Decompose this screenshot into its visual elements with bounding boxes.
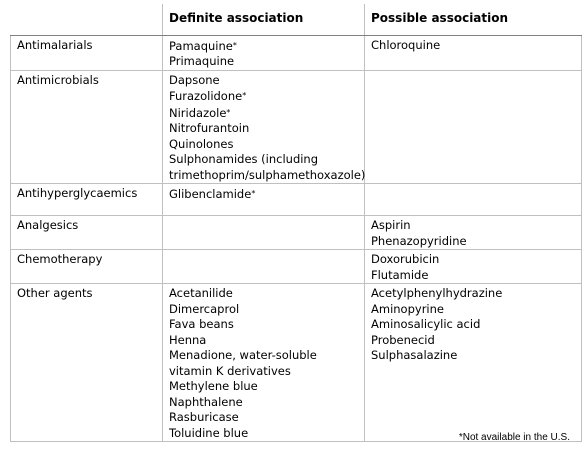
drug-name: Rasburicase <box>169 410 239 424</box>
drug-name: Furazolidone* <box>169 89 247 103</box>
drug-name: Aminosalicylic acid <box>371 317 481 331</box>
drug-name: Sulphonamides (including <box>169 152 319 166</box>
definite-association-cell <box>163 250 365 284</box>
definite-association-cell <box>163 70 365 184</box>
drug-name: trimethoprim/sulphamethoxazole) <box>169 167 366 182</box>
header-row <box>11 4 582 35</box>
category-cell: Antihyperglycaemics <box>11 184 163 216</box>
footnote: *Not available in the U.S. <box>458 432 570 443</box>
definite-association-cell <box>163 184 365 216</box>
category-cell: Other agents <box>11 284 163 442</box>
drug-name: Phenazopyridine <box>371 233 467 248</box>
table-row <box>11 184 582 216</box>
drug-name: Henna <box>169 332 207 347</box>
header-possible-association: Possible association <box>365 4 582 35</box>
drug-name: Chloroquine <box>371 37 441 52</box>
drug-name: Flutamide <box>371 267 429 282</box>
table-row <box>11 284 582 442</box>
table-row <box>11 216 582 250</box>
definite-association-cell <box>163 284 365 442</box>
drug-name: Aspirin <box>371 218 411 232</box>
drug-name: Pamaquine* <box>169 38 237 53</box>
possible-association-cell <box>365 284 582 442</box>
drug-name: Acetylphenylhydrazine <box>371 286 503 300</box>
drug-association-table <box>10 4 582 442</box>
asterisk-marker: * <box>232 40 237 50</box>
drug-name: Niridazole* <box>169 105 231 120</box>
category-cell: Antimalarials <box>11 35 163 70</box>
drug-name: Probenecid <box>371 332 435 347</box>
drug-name: Primaquine <box>169 54 235 68</box>
asterisk-marker: * <box>226 107 231 117</box>
drug-name: Menadione, water-soluble <box>169 348 317 362</box>
header-category <box>11 4 163 35</box>
drug-name: vitamin K derivatives <box>169 363 291 378</box>
category-cell: Analgesics <box>11 216 163 250</box>
possible-association-cell <box>365 250 582 284</box>
header-definite-association: Definite association <box>163 4 365 35</box>
table-row <box>11 35 582 70</box>
asterisk-marker: * <box>242 91 247 100</box>
definite-association-cell <box>163 35 365 70</box>
drug-name: Sulphasalazine <box>371 348 458 362</box>
drug-name: Nitrofurantoin <box>169 121 250 135</box>
table-row <box>11 250 582 284</box>
drug-name: Doxorubicin <box>371 252 440 266</box>
definite-association-cell <box>163 216 365 250</box>
drug-name: Acetanilide <box>169 286 233 300</box>
drug-name: Toluidine blue <box>169 425 249 440</box>
possible-association-cell <box>365 70 582 184</box>
drug-name: Naphthalene <box>169 394 243 409</box>
drug-name: Dimercaprol <box>169 301 240 316</box>
drug-name: Fava beans <box>169 317 234 331</box>
category-cell: Chemotherapy <box>11 250 163 284</box>
possible-association-cell <box>365 216 582 250</box>
table-row <box>11 70 582 184</box>
drug-name: Methylene blue <box>169 379 258 393</box>
category-cell: Antimicrobials <box>11 70 163 184</box>
asterisk-marker: * <box>251 189 256 198</box>
drug-name: Glibenclamide* <box>169 187 256 201</box>
drug-name: Quinolones <box>169 136 234 151</box>
possible-association-cell <box>365 184 582 216</box>
drug-name: Dapsone <box>169 72 220 87</box>
possible-association-cell <box>365 35 582 70</box>
drug-name: Aminopyrine <box>371 301 444 316</box>
